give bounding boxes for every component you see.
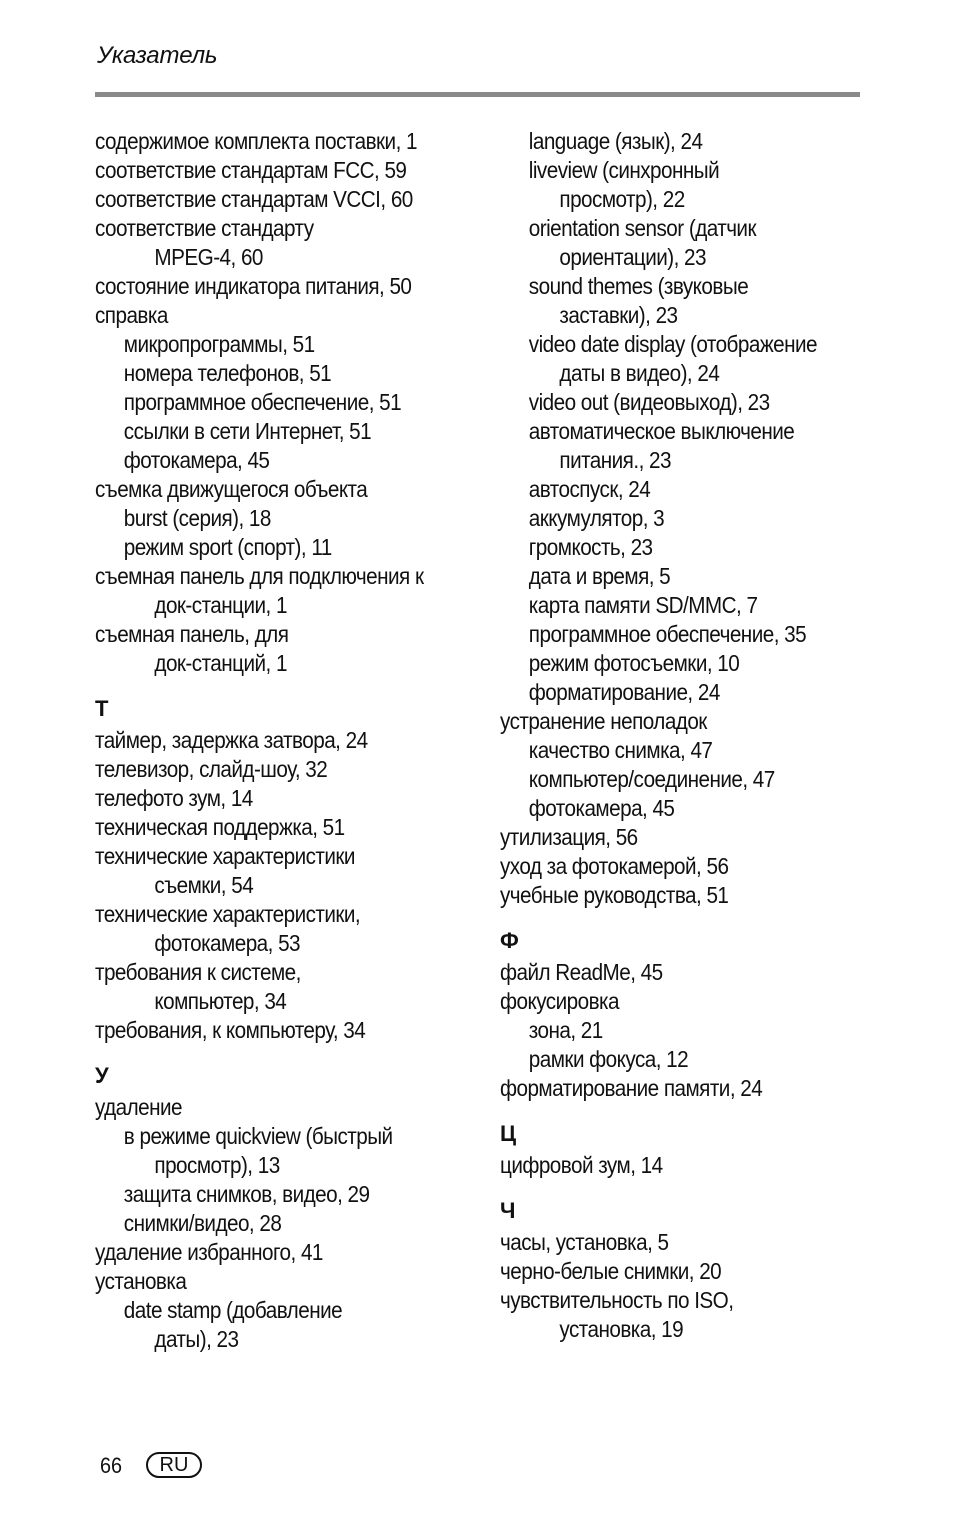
index-section-letter: У: [95, 1063, 109, 1088]
index-subentry: зона, 21: [528, 1017, 603, 1043]
index-subentry: компьютер, 34: [154, 988, 287, 1014]
index-subentry: программное обеспечение, 35: [528, 621, 807, 647]
index-subentry: MPEG-4, 60: [154, 244, 263, 270]
index-entry: устранение неполадок: [500, 708, 707, 734]
index-entry: фокусировка: [500, 988, 619, 1014]
index-entry: часы, установка, 5: [500, 1229, 669, 1255]
index-subentry: номера телефонов, 51: [123, 360, 332, 386]
index-subentry: док-станций, 1: [154, 650, 287, 676]
index-section-letter: Ф: [500, 928, 519, 953]
index-entry: утилизация, 56: [500, 824, 638, 850]
index-subentry: дата и время, 5: [528, 563, 671, 589]
index-subentry: фотокамера, 45: [528, 795, 675, 821]
index-subentry: date stamp (добавление: [123, 1297, 343, 1323]
index-subentry: burst (серия), 18: [123, 505, 271, 531]
index-subentry: video out (видеовыход), 23: [528, 389, 770, 415]
section-gap: [95, 678, 495, 692]
index-entry: содержимое комплекта поставки, 1: [95, 128, 417, 154]
index-subentry: режим sport (спорт), 11: [123, 534, 332, 560]
index-entry: состояние индикатора питания, 50: [95, 273, 412, 299]
index-subentry: video date display (отображение: [528, 331, 817, 357]
index-subentry: съемки, 54: [154, 872, 254, 898]
index-entry: технические характеристики,: [95, 901, 361, 927]
section-gap: [95, 1045, 495, 1059]
index-subentry: снимки/видео, 28: [123, 1210, 282, 1236]
index-subentry: ссылки в сети Интернет, 51: [123, 418, 372, 444]
index-subentry: аккумулятор, 3: [528, 505, 665, 531]
page-header-title: Указатель: [97, 42, 218, 69]
index-section-letter: Т: [95, 696, 109, 721]
index-column-right: [500, 127, 900, 1344]
index-entry: телефото зум, 14: [95, 785, 253, 811]
index-entry: требования к системе,: [95, 959, 301, 985]
section-gap: [500, 1103, 900, 1117]
index-subentry: микропрограммы, 51: [123, 331, 315, 357]
index-entry: соответствие стандарту: [95, 215, 314, 241]
index-entry: чувствительность по ISO,: [500, 1287, 734, 1313]
index-subentry: sound themes (звуковые: [528, 273, 749, 299]
section-gap: [500, 1180, 900, 1194]
index-entry: удаление: [95, 1094, 183, 1120]
index-entry: черно-белые снимки, 20: [500, 1258, 722, 1284]
index-entry: учебные руководства, 51: [500, 882, 729, 908]
index-subentry: питания., 23: [559, 447, 671, 473]
index-entry: соответствие стандартам VCCI, 60: [95, 186, 413, 212]
index-entry: форматирование памяти, 24: [500, 1075, 763, 1101]
index-subentry: качество снимка, 47: [528, 737, 713, 763]
index-section-letter: Ц: [500, 1121, 517, 1146]
index-entry: телевизор, слайд-шоу, 32: [95, 756, 328, 782]
index-subentry: карта памяти SD/MMC, 7: [528, 592, 758, 618]
index-subentry: даты в видео), 24: [559, 360, 720, 386]
index-subentry: language (язык), 24: [528, 128, 703, 154]
index-subentry: громкость, 23: [528, 534, 653, 560]
index-entry: технические характеристики: [95, 843, 355, 869]
header-rule: [95, 92, 860, 97]
index-entry: уход за фотокамерой, 56: [500, 853, 729, 879]
index-entry: установка: [95, 1268, 187, 1294]
section-gap: [500, 910, 900, 924]
index-subentry: просмотр), 13: [154, 1152, 280, 1178]
index-entry: удаление избранного, 41: [95, 1239, 323, 1265]
index-subentry: orientation sensor (датчик: [528, 215, 756, 241]
index-entry: требования, к компьютеру, 34: [95, 1017, 366, 1043]
index-subentry: заставки), 23: [559, 302, 678, 328]
page-number: 66: [100, 1453, 123, 1478]
index-subentry: просмотр), 22: [559, 186, 685, 212]
index-subentry: фотокамера, 45: [123, 447, 270, 473]
index-entry: справка: [95, 302, 168, 328]
index-subentry: даты), 23: [154, 1326, 239, 1352]
index-subentry: в режиме quickview (быстрый: [123, 1123, 393, 1149]
index-entry: съемная панель для подключения к: [95, 563, 424, 589]
index-entry: техническая поддержка, 51: [95, 814, 345, 840]
index-subentry: режим фотосъемки, 10: [528, 650, 740, 676]
index-entry: цифровой зум, 14: [500, 1152, 663, 1178]
index-column-left: [95, 127, 495, 1354]
index-subentry: компьютер/соединение, 47: [528, 766, 775, 792]
index-subentry: ориентации), 23: [559, 244, 707, 270]
index-subentry: программное обеспечение, 51: [123, 389, 402, 415]
index-subentry: фотокамера, 53: [154, 930, 301, 956]
index-entry: съемка движущегося объекта: [95, 476, 368, 502]
index-subentry: рамки фокуса, 12: [528, 1046, 689, 1072]
index-entry: соответствие стандартам FCC, 59: [95, 157, 407, 183]
language-badge: RU: [146, 1452, 202, 1478]
index-subentry: liveview (синхронный: [528, 157, 720, 183]
index-entry: съемная панель, для: [95, 621, 289, 647]
index-section-letter: Ч: [500, 1198, 516, 1223]
index-subentry: защита снимков, видео, 29: [123, 1181, 370, 1207]
index-subentry: форматирование, 24: [528, 679, 720, 705]
index-subentry: установка, 19: [559, 1316, 684, 1342]
index-subentry: автоматическое выключение: [528, 418, 795, 444]
index-entry: файл ReadMe, 45: [500, 959, 663, 985]
index-entry: таймер, задержка затвора, 24: [95, 727, 368, 753]
index-subentry: док-станции, 1: [154, 592, 287, 618]
index-subentry: автоспуск, 24: [528, 476, 651, 502]
